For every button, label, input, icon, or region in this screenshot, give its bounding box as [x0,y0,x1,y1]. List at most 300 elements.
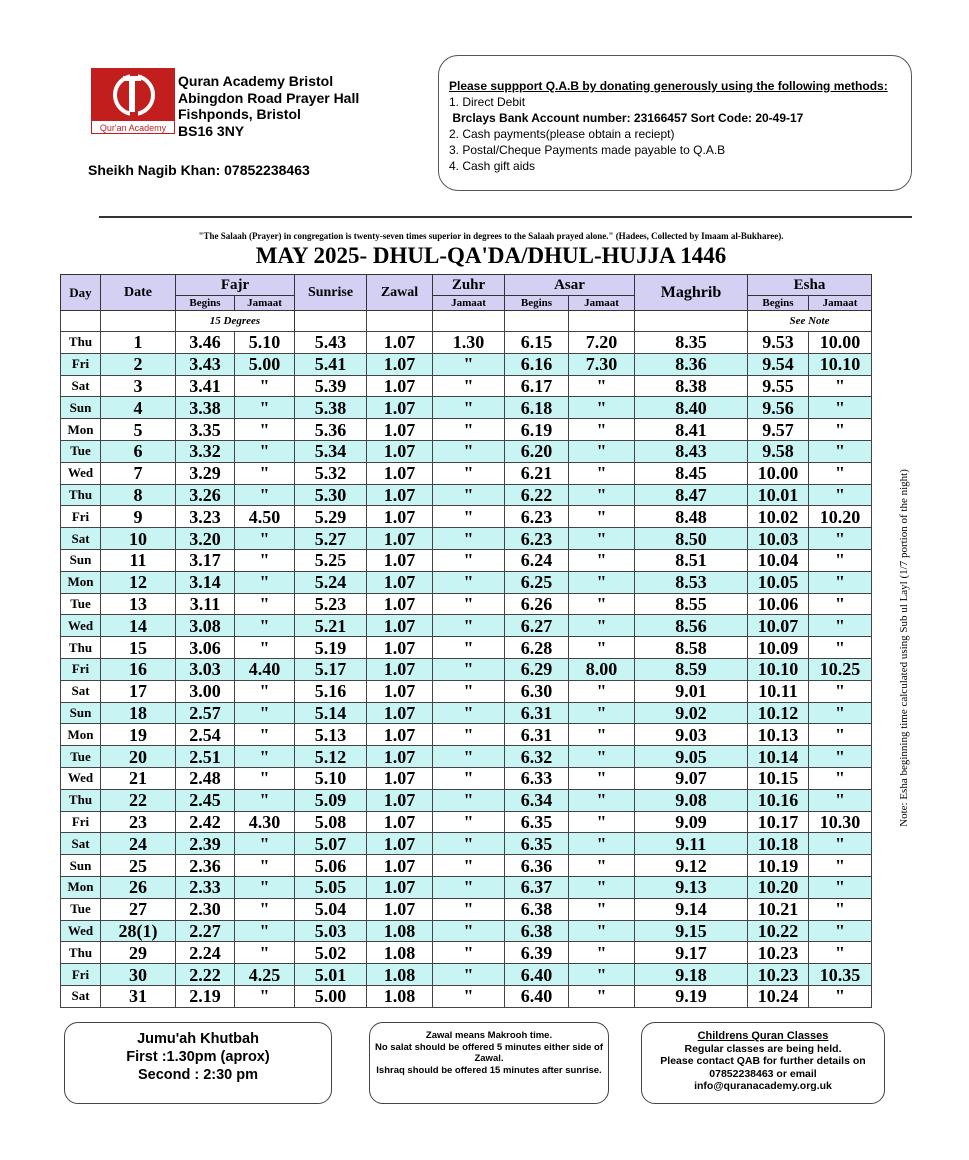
zawal-note-box: Zawal means Makrooh time. No salat should be offered 5 minutes either side of Zawal. Ishraq should be offered 15 minutes after sunrise. [369,1022,609,1104]
cell-day: Thu [61,789,101,811]
cell-zawal: 1.07 [367,724,433,746]
logo [91,68,175,134]
table-row [61,397,872,419]
cell-fajr-begins: 3.29 [176,462,235,484]
cell-esha-jamaat: " [809,789,872,811]
cell-day: Fri [61,506,101,528]
cell-asar-begins: 6.36 [505,855,569,877]
cell-zuhr-jamaat: " [433,615,505,637]
cell-fajr-begins: 3.26 [176,484,235,506]
cell-zuhr-jamaat: " [433,549,505,571]
cell-fajr-jamaat: " [235,702,295,724]
cell-asar-begins: 6.19 [505,419,569,441]
esha-side-note: Note: Esha beginning time calculated using Sub ul Layl (1/7 portion of the night) [898,469,910,827]
cell-zuhr-jamaat: " [433,724,505,746]
cell-asar-begins: 6.30 [505,680,569,702]
cell-asar-jamaat: " [569,942,635,964]
cell-fajr-begins: 2.36 [176,855,235,877]
fajr-note: 15 Degrees [176,311,295,332]
cell-asar-begins: 6.34 [505,789,569,811]
cell-maghrib: 8.51 [635,549,748,571]
cell-zawal: 1.07 [367,615,433,637]
table-row [61,724,872,746]
cell-asar-begins: 6.15 [505,332,569,354]
cell-zuhr-jamaat: " [433,876,505,898]
cell-date: 10 [101,528,176,550]
cell-zuhr-jamaat: " [433,397,505,419]
cell-date: 23 [101,811,176,833]
cell-day: Thu [61,332,101,354]
cell-asar-begins: 6.28 [505,637,569,659]
cell-zuhr-jamaat: " [433,789,505,811]
cell-zuhr-jamaat: " [433,528,505,550]
cell-zawal: 1.07 [367,833,433,855]
cell-fajr-jamaat: " [235,375,295,397]
cell-asar-begins: 6.16 [505,353,569,375]
table-row [61,702,872,724]
cell-esha-jamaat: 10.20 [809,506,872,528]
cell-day: Wed [61,615,101,637]
cell-fajr-begins: 2.54 [176,724,235,746]
cell-fajr-jamaat: " [235,397,295,419]
cell-day: Wed [61,920,101,942]
cell-fajr-begins: 2.45 [176,789,235,811]
cell-date: 22 [101,789,176,811]
cell-fajr-begins: 2.51 [176,746,235,768]
cell-day: Sun [61,855,101,877]
divider [99,216,912,218]
table-row [61,353,872,375]
cell-asar-jamaat: " [569,484,635,506]
cell-asar-jamaat: " [569,440,635,462]
cell-esha-begins: 10.15 [748,767,809,789]
cell-sunrise: 5.24 [295,571,367,593]
cell-zuhr-jamaat: " [433,942,505,964]
table-row [61,549,872,571]
cell-zawal: 1.07 [367,637,433,659]
cell-zuhr-jamaat: " [433,571,505,593]
cell-fajr-jamaat: " [235,484,295,506]
cell-asar-jamaat: " [569,375,635,397]
header-day: Day [61,275,101,311]
cell-date: 5 [101,419,176,441]
table-row [61,637,872,659]
cell-sunrise: 5.36 [295,419,367,441]
header-fajr-begins: Begins [176,296,235,311]
cell-day: Sun [61,397,101,419]
cell-date: 4 [101,397,176,419]
cell-esha-jamaat: 10.30 [809,811,872,833]
cell-date: 13 [101,593,176,615]
cell-sunrise: 5.04 [295,898,367,920]
cell-esha-jamaat: " [809,375,872,397]
cell-date: 14 [101,615,176,637]
cell-fajr-jamaat: " [235,767,295,789]
cell-asar-jamaat: " [569,985,635,1007]
cell-asar-begins: 6.40 [505,964,569,986]
cell-date: 16 [101,658,176,680]
table-row [61,484,872,506]
cell-asar-jamaat: " [569,724,635,746]
cell-sunrise: 5.01 [295,964,367,986]
cell-sunrise: 5.21 [295,615,367,637]
cell-asar-begins: 6.24 [505,549,569,571]
hadees-quote: "The Salaah (Prayer) in congregation is twenty-seven times superior in degrees to the Salaah prayed alone." (Hadees, Collected by Imaam al-Bukhareе). [198,231,784,241]
cell-fajr-begins: 3.00 [176,680,235,702]
cell-fajr-jamaat: " [235,724,295,746]
cell-day: Thu [61,637,101,659]
cell-zuhr-jamaat: " [433,746,505,768]
cell-day: Tue [61,440,101,462]
cell-asar-jamaat: " [569,833,635,855]
cell-zuhr-jamaat: " [433,658,505,680]
cell-asar-jamaat: " [569,898,635,920]
cell-fajr-begins: 3.41 [176,375,235,397]
cell-zawal: 1.07 [367,462,433,484]
cell-date: 29 [101,942,176,964]
cell-esha-jamaat: " [809,593,872,615]
cell-asar-jamaat: " [569,615,635,637]
cell-fajr-begins: 2.39 [176,833,235,855]
cell-zawal: 1.07 [367,571,433,593]
table-row [61,506,872,528]
cell-zuhr-jamaat: " [433,484,505,506]
cell-date: 17 [101,680,176,702]
header-fajr-jamaat: Jamaat [235,296,295,311]
cell-fajr-jamaat: 5.10 [235,332,295,354]
cell-zawal: 1.07 [367,593,433,615]
cell-date: 1 [101,332,176,354]
table-row [61,440,872,462]
cell-asar-begins: 6.29 [505,658,569,680]
cell-esha-begins: 10.17 [748,811,809,833]
cell-sunrise: 5.10 [295,767,367,789]
sheikh-contact: Sheikh Nagib Khan: 07852238463 [88,162,310,178]
cell-fajr-begins: 2.42 [176,811,235,833]
cell-day: Mon [61,419,101,441]
jumuah-box: Jumu'ah Khutbah First :1.30pm (aprox) Second : 2:30 pm [64,1022,332,1104]
cell-asar-jamaat: " [569,767,635,789]
cell-maghrib: 9.08 [635,789,748,811]
table-row [61,571,872,593]
cell-zawal: 1.07 [367,898,433,920]
cell-esha-jamaat: " [809,680,872,702]
table-row [61,767,872,789]
cell-fajr-begins: 3.08 [176,615,235,637]
table-row [61,419,872,441]
cell-zuhr-jamaat: " [433,680,505,702]
cell-esha-begins: 10.01 [748,484,809,506]
cell-sunrise: 5.34 [295,440,367,462]
cell-sunrise: 5.03 [295,920,367,942]
header-date: Date [101,275,176,311]
cell-esha-begins: 10.05 [748,571,809,593]
cell-zuhr-jamaat: " [433,964,505,986]
cell-esha-jamaat: " [809,942,872,964]
table-row [61,898,872,920]
page-title: MAY 2025- DHUL-QA'DA/DHUL-HUJJA 1446 [255,243,727,268]
table-row [61,789,872,811]
cell-day: Fri [61,964,101,986]
cell-esha-begins: 10.23 [748,942,809,964]
cell-asar-begins: 6.27 [505,615,569,637]
donation-item: Brclays Bank Account number: 23166457 Sort Code: 20-49-17 [449,111,804,125]
header-sunrise: Sunrise [295,275,367,311]
cell-zawal: 1.07 [367,767,433,789]
cell-day: Sat [61,375,101,397]
cell-esha-begins: 10.12 [748,702,809,724]
cell-esha-begins: 10.16 [748,789,809,811]
cell-date: 8 [101,484,176,506]
cell-sunrise: 5.06 [295,855,367,877]
table-row [61,811,872,833]
cell-maghrib: 9.15 [635,920,748,942]
logo-label: Qur'an Academy [91,120,175,134]
cell-sunrise: 5.41 [295,353,367,375]
cell-maghrib: 8.35 [635,332,748,354]
cell-day: Sat [61,833,101,855]
cell-fajr-jamaat: " [235,549,295,571]
cell-zawal: 1.07 [367,855,433,877]
cell-zawal: 1.07 [367,332,433,354]
cell-fajr-begins: 2.19 [176,985,235,1007]
cell-day: Fri [61,658,101,680]
table-row [61,593,872,615]
cell-fajr-begins: 2.57 [176,702,235,724]
cell-esha-begins: 10.06 [748,593,809,615]
cell-date: 15 [101,637,176,659]
cell-esha-begins: 10.14 [748,746,809,768]
header-asar-begins: Begins [505,296,569,311]
cell-esha-begins: 10.11 [748,680,809,702]
cell-zawal: 1.07 [367,528,433,550]
cell-sunrise: 5.39 [295,375,367,397]
cell-sunrise: 5.23 [295,593,367,615]
cell-zuhr-jamaat: " [433,985,505,1007]
cell-zawal: 1.07 [367,397,433,419]
cell-maghrib: 8.36 [635,353,748,375]
cell-zawal: 1.07 [367,375,433,397]
cell-day: Tue [61,593,101,615]
cell-date: 18 [101,702,176,724]
cell-sunrise: 5.08 [295,811,367,833]
cell-fajr-jamaat: " [235,942,295,964]
cell-asar-begins: 6.17 [505,375,569,397]
cell-zuhr-jamaat: " [433,898,505,920]
cell-date: 3 [101,375,176,397]
cell-sunrise: 5.19 [295,637,367,659]
cell-asar-jamaat: " [569,528,635,550]
cell-asar-begins: 6.21 [505,462,569,484]
cell-esha-jamaat: " [809,985,872,1007]
cell-asar-begins: 6.33 [505,767,569,789]
cell-esha-jamaat: " [809,462,872,484]
table-row [61,985,872,1007]
cell-fajr-jamaat: " [235,920,295,942]
cell-zuhr-jamaat: " [433,702,505,724]
cell-asar-begins: 6.31 [505,724,569,746]
cell-asar-jamaat: " [569,637,635,659]
cell-esha-jamaat: " [809,876,872,898]
cell-esha-jamaat: 10.10 [809,353,872,375]
cell-esha-begins: 10.13 [748,724,809,746]
table-row [61,876,872,898]
donation-item: 1. Direct Debit [449,95,526,109]
prayer-timetable [60,274,872,1008]
cell-esha-jamaat: " [809,484,872,506]
table-row [61,615,872,637]
organisation-address: Quran Academy Bristol Abingdon Road Prayer Hall Fishponds, Bristol BS16 3NY [178,73,360,139]
cell-asar-jamaat: " [569,876,635,898]
cell-asar-begins: 6.20 [505,440,569,462]
cell-fajr-begins: 2.33 [176,876,235,898]
cell-zuhr-jamaat: " [433,353,505,375]
cell-maghrib: 8.45 [635,462,748,484]
cell-asar-begins: 6.31 [505,702,569,724]
cell-asar-jamaat: 8.00 [569,658,635,680]
cell-date: 28(1) [101,920,176,942]
cell-date: 11 [101,549,176,571]
cell-esha-jamaat: 10.00 [809,332,872,354]
cell-maghrib: 9.11 [635,833,748,855]
cell-fajr-begins: 2.30 [176,898,235,920]
cell-asar-jamaat: " [569,811,635,833]
cell-esha-jamaat: " [809,637,872,659]
cell-zuhr-jamaat: " [433,920,505,942]
cell-fajr-jamaat: " [235,855,295,877]
cell-sunrise: 5.00 [295,985,367,1007]
cell-day: Sat [61,680,101,702]
cell-fajr-begins: 2.22 [176,964,235,986]
cell-date: 27 [101,898,176,920]
cell-maghrib: 9.18 [635,964,748,986]
donation-item: 3. Postal/Cheque Payments made payable to Q.A.B [449,143,726,157]
timetable-body [61,332,872,1008]
cell-fajr-begins: 3.43 [176,353,235,375]
cell-asar-begins: 6.32 [505,746,569,768]
cell-day: Sun [61,702,101,724]
cell-zuhr-jamaat: 1.30 [433,332,505,354]
cell-date: 12 [101,571,176,593]
cell-zawal: 1.07 [367,680,433,702]
cell-maghrib: 9.07 [635,767,748,789]
cell-fajr-jamaat: " [235,876,295,898]
cell-asar-jamaat: " [569,593,635,615]
cell-day: Fri [61,353,101,375]
cell-maghrib: 9.02 [635,702,748,724]
cell-fajr-jamaat: " [235,615,295,637]
cell-asar-jamaat: " [569,462,635,484]
header-zuhr-jamaat: Jamaat [433,296,505,311]
cell-esha-begins: 9.53 [748,332,809,354]
cell-esha-jamaat: " [809,855,872,877]
cell-maghrib: 8.40 [635,397,748,419]
cell-esha-begins: 10.22 [748,920,809,942]
cell-maghrib: 9.09 [635,811,748,833]
cell-asar-begins: 6.38 [505,898,569,920]
cell-asar-begins: 6.40 [505,985,569,1007]
cell-zuhr-jamaat: " [433,855,505,877]
cell-esha-begins: 10.07 [748,615,809,637]
cell-esha-jamaat: " [809,702,872,724]
cell-day: Wed [61,767,101,789]
cell-asar-jamaat: 7.20 [569,332,635,354]
cell-esha-begins: 10.23 [748,964,809,986]
cell-fajr-begins: 3.17 [176,549,235,571]
cell-fajr-begins: 2.27 [176,920,235,942]
cell-day: Mon [61,876,101,898]
cell-fajr-jamaat: 5.00 [235,353,295,375]
header-zuhr: Zuhr [433,275,505,296]
cell-esha-jamaat: " [809,746,872,768]
cell-maghrib: 8.43 [635,440,748,462]
donation-box [438,55,912,191]
cell-day: Sun [61,549,101,571]
cell-zuhr-jamaat: " [433,462,505,484]
cell-asar-begins: 6.25 [505,571,569,593]
header-zawal: Zawal [367,275,433,311]
cell-sunrise: 5.17 [295,658,367,680]
header-asar-jamaat: Jamaat [569,296,635,311]
cell-fajr-jamaat: 4.25 [235,964,295,986]
cell-sunrise: 5.43 [295,332,367,354]
cell-day: Mon [61,571,101,593]
cell-day: Tue [61,746,101,768]
cell-sunrise: 5.29 [295,506,367,528]
cell-asar-begins: 6.39 [505,942,569,964]
cell-asar-jamaat: " [569,419,635,441]
cell-sunrise: 5.32 [295,462,367,484]
cell-esha-begins: 10.09 [748,637,809,659]
header-fajr: Fajr [176,275,295,296]
cell-maghrib: 8.55 [635,593,748,615]
cell-zuhr-jamaat: " [433,637,505,659]
table-row [61,680,872,702]
cell-zuhr-jamaat: " [433,440,505,462]
cell-date: 25 [101,855,176,877]
cell-date: 30 [101,964,176,986]
header-maghrib: Maghrib [635,275,748,311]
cell-asar-jamaat: " [569,680,635,702]
cell-day: Mon [61,724,101,746]
cell-fajr-begins: 3.46 [176,332,235,354]
cell-sunrise: 5.02 [295,942,367,964]
cell-maghrib: 8.59 [635,658,748,680]
cell-maghrib: 8.41 [635,419,748,441]
quran-classes-box: Childrens Quran Classes Regular classes are being held. Please contact QAB for further details on 07852238463 or email info@quranacademy.org.uk [641,1022,885,1104]
cell-zawal: 1.07 [367,440,433,462]
cell-fajr-jamaat: " [235,528,295,550]
cell-day: Fri [61,811,101,833]
cell-esha-begins: 10.21 [748,898,809,920]
cell-fajr-begins: 3.23 [176,506,235,528]
cell-fajr-jamaat: " [235,833,295,855]
cell-maghrib: 9.14 [635,898,748,920]
cell-esha-begins: 10.20 [748,876,809,898]
table-row [61,942,872,964]
table-row [61,375,872,397]
cell-sunrise: 5.38 [295,397,367,419]
cell-esha-begins: 10.18 [748,833,809,855]
cell-fajr-jamaat: " [235,593,295,615]
cell-zawal: 1.07 [367,549,433,571]
cell-sunrise: 5.12 [295,746,367,768]
cell-esha-begins: 10.03 [748,528,809,550]
cell-asar-begins: 6.23 [505,528,569,550]
cell-date: 24 [101,833,176,855]
header-esha-jamaat: Jamaat [809,296,872,311]
table-row [61,833,872,855]
